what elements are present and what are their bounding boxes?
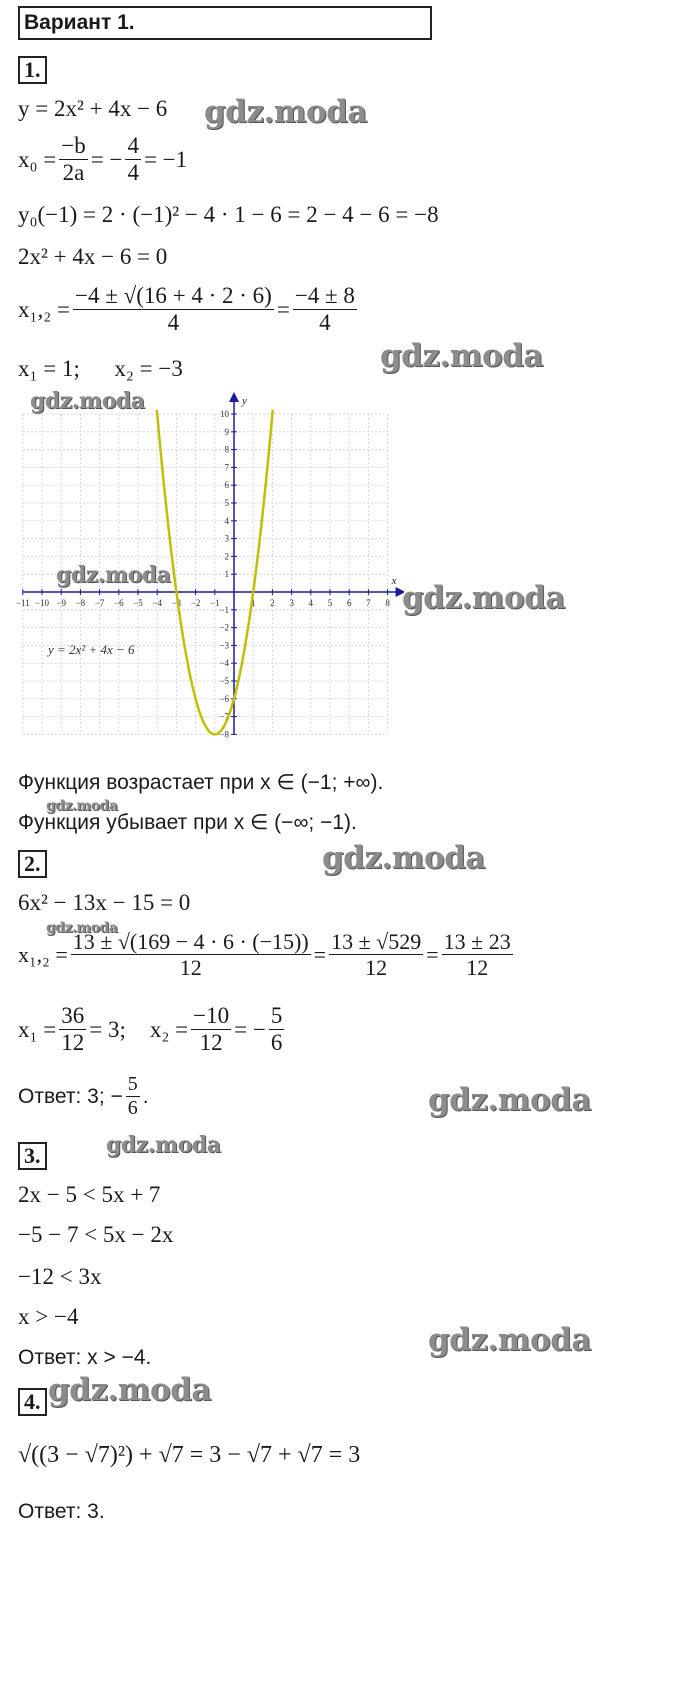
x12-equals: = (276, 296, 290, 322)
task2-x1-num: 36 (59, 1004, 86, 1030)
y-tick-label: 9 (224, 426, 229, 437)
x-tick-label: −7 (94, 598, 105, 608)
variant-header: Вариант 1. (18, 6, 432, 40)
watermark: gdz.moda (30, 388, 145, 414)
task2-x12-label: x₁,₂ = (18, 941, 68, 967)
y-tick-label: 3 (224, 533, 229, 544)
x-tick-label: 2 (270, 598, 275, 608)
x0-fraction-2 (125, 134, 141, 185)
task2-fraction-2 (329, 930, 423, 979)
watermark: gdz.moda (402, 580, 565, 616)
watermark: gdz.moda (46, 920, 118, 936)
y-axis-arrow (229, 392, 239, 402)
task-4-answer: Ответ: 3. (18, 1500, 105, 1523)
x0-fraction (59, 134, 87, 185)
task-3-line-3: −12 < 3x (18, 1264, 102, 1289)
task2-answer-tail: . (142, 1084, 149, 1108)
task2-x2-num: −10 (191, 1004, 231, 1030)
x0-numerator-2: 4 (125, 134, 141, 160)
y-tick-label: −7 (219, 711, 229, 722)
x-tick-label: −6 (114, 598, 124, 608)
x-tick-label: −5 (133, 598, 143, 608)
task2-f3-num: 13 ± 23 (443, 929, 511, 954)
task2-x1-label: x₁ = (18, 1016, 57, 1042)
x-tick-label: −9 (56, 598, 66, 608)
task2-f1-den: 12 (179, 955, 202, 981)
task2-x1-den: 12 (61, 1030, 85, 1056)
y-tick-label: −6 (219, 693, 229, 704)
task2-answer-prefix: Ответ: 3; − (18, 1084, 123, 1108)
task2-x1-fraction (59, 1004, 86, 1055)
x-tick-label: −8 (75, 598, 86, 608)
watermark: gdz.moda (56, 562, 171, 588)
task2-x2-label: x₂ = (149, 1016, 189, 1042)
x-tick-label: −1 (210, 598, 220, 608)
y-tick-label: 1 (224, 569, 229, 580)
y-tick-label: −5 (219, 676, 229, 686)
task-1-roots: x₁ = 1; x₂ = −3 (18, 356, 183, 381)
task-3-number: 3. (18, 1142, 47, 1170)
task-1-function: y = 2x² + 4x − 6 (18, 96, 168, 121)
y-axis-label: y (242, 395, 247, 407)
x0-numerator: −b (59, 134, 87, 160)
x-tick-label: −4 (152, 598, 162, 608)
x0-mid: = − (90, 146, 123, 172)
task-3-line-4: x > −4 (18, 1304, 79, 1329)
task-2-roots (18, 1004, 287, 1055)
x-tick-label: −11 (15, 598, 30, 608)
watermark: gdz.moda (322, 840, 485, 876)
y-tick-label: 10 (220, 409, 229, 419)
x-tick-label: 8 (385, 598, 390, 608)
watermark: gdz.moda (428, 1322, 591, 1358)
y-tick-label: −3 (219, 640, 229, 651)
x12-fraction (73, 284, 274, 335)
task-2-equation: 6x² − 13x − 15 = 0 (18, 890, 191, 915)
task2-x2-den-2: 6 (270, 1030, 283, 1056)
x-tick-label: 6 (346, 598, 352, 608)
task2-f3-den: 12 (466, 955, 489, 981)
task-2-answer (18, 1074, 149, 1119)
y-tick-label: −2 (219, 622, 229, 633)
task2-x2-fraction-2 (269, 1004, 285, 1055)
x-tick-label: −2 (190, 598, 201, 608)
task-3-line-2: −5 − 7 < 5x − 2x (18, 1222, 174, 1247)
x-tick-label: 1 (250, 598, 256, 608)
x0-result: = −1 (143, 146, 188, 172)
task-1-decreasing: Функция убывает при x ∈ (−∞; −1). (18, 811, 357, 834)
task2-answer-num: 5 (127, 1073, 138, 1095)
y-tick-label: −8 (219, 729, 229, 740)
watermark: gdz.moda (204, 94, 367, 130)
task2-x2-fraction (191, 1004, 231, 1055)
x-tick-label: 5 (327, 598, 333, 608)
task-1-increasing: Функция возрастает при x ∈ (−1; +∞). (18, 771, 384, 794)
task2-fraction-1 (71, 930, 311, 979)
watermark: gdz.moda (380, 338, 543, 374)
x12-denominator-2: 4 (319, 310, 331, 336)
task2-answer-den: 6 (127, 1097, 138, 1119)
watermark: gdz.moda (428, 1082, 591, 1118)
y-tick-label: 7 (224, 462, 229, 473)
x12-label: x₁,₂ = (18, 296, 71, 322)
task2-x2-mid: = − (234, 1016, 266, 1042)
task2-f2-den: 12 (365, 955, 388, 981)
x0-denominator-2: 4 (127, 160, 139, 186)
y-tick-label: −4 (219, 658, 229, 669)
task2-fraction-3 (442, 930, 513, 979)
task-1-roots-formula (18, 284, 360, 335)
x-tick-label: 4 (308, 598, 314, 608)
x12-fraction-2 (293, 284, 357, 335)
watermark: gdz.moda (106, 1132, 221, 1158)
graph-formula-label: y = 2x² + 4x − 6 (48, 642, 135, 657)
task-4-number: 4. (18, 1388, 47, 1416)
x12-numerator: −4 ± √(16 + 4 · 2 · 6) (73, 284, 274, 310)
task2-eq-2: = (426, 941, 439, 967)
task-1-vertex-y: y₀(−1) = 2 · (−1)² − 4 · 1 − 6 = 2 − 4 − 6 = −8 (18, 202, 439, 227)
y-tick-label: 5 (224, 498, 229, 508)
x0-label: x₀ = (18, 146, 57, 172)
watermark: gdz.moda (46, 798, 118, 814)
task-3-answer: Ответ: x > −4. (18, 1346, 152, 1369)
task-1-vertex-x (18, 134, 187, 185)
y-tick-label: −1 (219, 604, 229, 615)
x0-denominator: 2a (62, 160, 85, 186)
y-tick-label: 2 (224, 551, 229, 562)
y-tick-label: 4 (224, 515, 229, 526)
task2-x2-den: 12 (199, 1030, 223, 1056)
task2-f1-num: 13 ± √(169 − 4 · 6 · (−15)) (72, 929, 309, 954)
x-tick-label: −3 (171, 598, 182, 608)
task-2-number: 2. (18, 850, 47, 878)
x12-denominator: 4 (167, 310, 180, 336)
watermark: gdz.moda (48, 1372, 211, 1408)
x12-numerator-2: −4 ± 8 (293, 284, 357, 310)
x-tick-label: 3 (289, 598, 294, 608)
task2-x2-num-2: 5 (269, 1004, 285, 1030)
y-tick-label: 6 (224, 480, 229, 491)
task2-eq-1: = (313, 941, 327, 967)
x-axis-label: x (391, 575, 397, 587)
x-tick-label: −10 (34, 598, 50, 608)
task2-f2-num: 13 ± √529 (331, 929, 422, 954)
task2-x1-tail: = 3; (89, 1016, 126, 1042)
task-1-equation: 2x² + 4x − 6 = 0 (18, 244, 168, 269)
x-tick-label: 7 (366, 598, 371, 608)
task-4-expression: √((3 − √7)²) + √7 = 3 − √7 + √7 = 3 (18, 1442, 361, 1468)
task2-answer-fraction (126, 1074, 140, 1119)
task-1-number: 1. (18, 56, 47, 84)
y-tick-label: 8 (224, 444, 229, 455)
task-2-roots-formula (18, 930, 516, 979)
task-3-line-1: 2x − 5 < 5x + 7 (18, 1182, 161, 1207)
